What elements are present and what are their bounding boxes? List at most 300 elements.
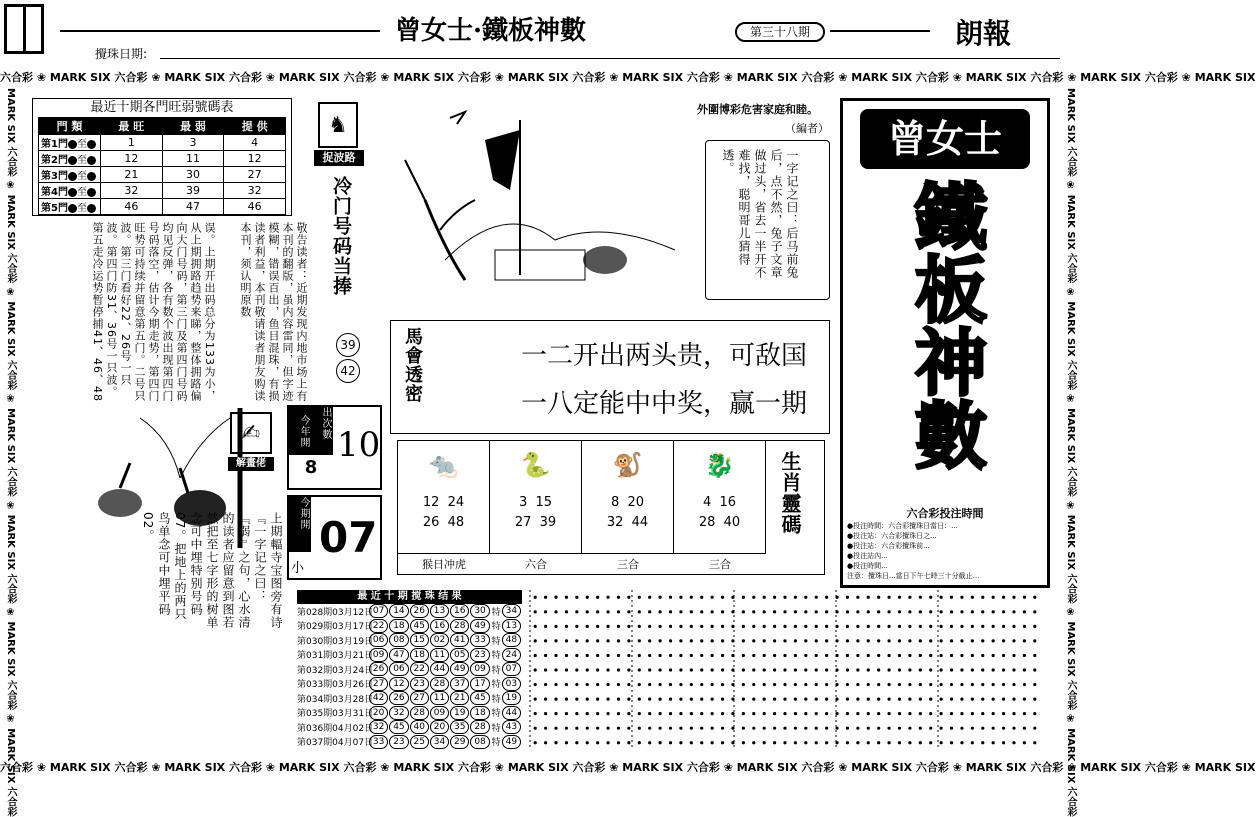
grid-dot: [929, 610, 932, 613]
row-label: 第3門: [41, 171, 68, 182]
grid-dot: [721, 610, 724, 613]
grid-dot: [929, 668, 932, 671]
grid-dot: [700, 654, 703, 657]
grid-dot: [992, 654, 995, 657]
grid-dot: [575, 727, 578, 730]
grid-dot: [960, 625, 963, 628]
header-rule-left: [60, 30, 380, 32]
grid-dot: [898, 697, 901, 700]
grid-dot: [554, 697, 557, 700]
ball: 18: [470, 706, 489, 720]
grid-dot: [1012, 683, 1015, 686]
table-row: [297, 691, 522, 706]
grid-dot: [960, 610, 963, 613]
row-label: 第1門: [41, 139, 68, 150]
ball: 28: [410, 706, 429, 720]
grid-dot: [711, 639, 714, 642]
grid-dot: [867, 654, 870, 657]
grid-dot: [825, 610, 828, 613]
grid-dot: [804, 610, 807, 613]
grid-dot: [752, 727, 755, 730]
grid-dot: [1012, 712, 1015, 715]
grid-dot: [981, 639, 984, 642]
grid-dot: [919, 727, 922, 730]
grid-dot: [679, 639, 682, 642]
grid-dot: [554, 654, 557, 657]
draw-label: 第032期03月24日: [297, 665, 374, 676]
grid-dot: [846, 625, 849, 628]
grid-dot: [554, 639, 557, 642]
special-ball: 49: [502, 735, 521, 749]
special-label: 特: [491, 607, 501, 618]
grid-dot: [1002, 697, 1005, 700]
catch-road-icon: ♞: [318, 102, 358, 148]
zodiac-cell: 🐉 4 16 28 40: [674, 441, 766, 553]
grid-dot: [1002, 668, 1005, 671]
grid-dot: [1023, 741, 1026, 744]
grid-dot: [887, 741, 890, 744]
grid-dot: [919, 639, 922, 642]
grid-dot: [950, 610, 953, 613]
side-big-chars: 鐵板神數: [903, 179, 988, 471]
ball: 08: [470, 735, 489, 749]
grid-dot: [617, 610, 620, 613]
grid-dot: [575, 596, 578, 599]
grid-dot: [1033, 654, 1036, 657]
grid-dot: [638, 596, 641, 599]
grid-dot: [877, 639, 880, 642]
recent-title: 最 近 十 期 搅 珠 结 果: [297, 590, 522, 604]
grid-dot: [992, 668, 995, 671]
grid-dot: [794, 727, 797, 730]
grid-dot: [1023, 683, 1026, 686]
grid-dot: [659, 712, 662, 715]
grid-dot: [908, 727, 911, 730]
ball: 42: [369, 691, 388, 705]
grid-dot: [638, 654, 641, 657]
grid-dot: [835, 712, 838, 715]
grid-dot: [877, 610, 880, 613]
special-label: 特: [491, 665, 501, 676]
grid-dot: [711, 668, 714, 671]
grid-dot: [721, 697, 724, 700]
grid-dot: [815, 654, 818, 657]
grid-dot: [950, 668, 953, 671]
grid-dot: [627, 654, 630, 657]
grid-dot: [887, 668, 890, 671]
grid-dot: [783, 625, 786, 628]
draw-label: 第028期03月12日: [297, 607, 374, 618]
grid-dot: [992, 741, 995, 744]
grid-dot: [544, 727, 547, 730]
ball: 35: [450, 720, 469, 734]
ball: 23: [410, 677, 429, 691]
grid-dot: [763, 654, 766, 657]
grid-dot: [1012, 741, 1015, 744]
grid-dot: [867, 741, 870, 744]
grid-dot: [804, 639, 807, 642]
grid-dot: [929, 654, 932, 657]
grid-dot: [606, 683, 609, 686]
grid-dot: [648, 697, 651, 700]
grid-dot: [908, 712, 911, 715]
dragon-icon: 🐉: [704, 451, 735, 479]
grid-dot: [763, 639, 766, 642]
kite-illustration: [385, 100, 687, 315]
grid-dot: [877, 683, 880, 686]
ball: 21: [450, 691, 469, 705]
grid-dot: [763, 697, 766, 700]
grid-dot: [1002, 610, 1005, 613]
grid-dot: [950, 697, 953, 700]
grid-dot: [742, 683, 745, 686]
grid-dot: [960, 683, 963, 686]
special-ball: 43: [502, 720, 521, 734]
period-bottom: [287, 495, 382, 580]
special-ball: 03: [502, 677, 521, 691]
special-ball: 13: [502, 619, 521, 633]
grid-dot: [981, 610, 984, 613]
period-bottom-big: 07: [319, 513, 378, 562]
grid-dot: [940, 741, 943, 744]
grid-dot: [690, 654, 693, 657]
grid-dot: [773, 596, 776, 599]
draw-label: 第036期04月02日: [297, 723, 374, 734]
special-label: 特: [491, 651, 501, 662]
grid-dot: [1002, 712, 1005, 715]
special-label: 特: [491, 709, 501, 720]
grid-dot: [627, 625, 630, 628]
grid-dot: [638, 625, 641, 628]
grid-dot: [700, 697, 703, 700]
grid-dot: [690, 668, 693, 671]
grid-dot: [825, 741, 828, 744]
grid-dot: [617, 697, 620, 700]
stats-table: [38, 117, 286, 215]
grid-dot: [898, 741, 901, 744]
grid-dot: [783, 727, 786, 730]
ball: 07: [369, 604, 388, 618]
grid-dot: [742, 654, 745, 657]
grid-dot: [596, 610, 599, 613]
grid-dot: [804, 697, 807, 700]
grid-dot: [804, 727, 807, 730]
side-title: 曾女士: [860, 109, 1030, 169]
grid-dot: [648, 639, 651, 642]
grid-dot: [752, 683, 755, 686]
grid-dot: [690, 712, 693, 715]
ball: 27: [369, 677, 388, 691]
grid-dot: [1002, 596, 1005, 599]
grid-dot: [835, 727, 838, 730]
ball: 20: [369, 706, 388, 720]
grid-dot: [940, 727, 943, 730]
issue-badge: 第三十八期: [735, 22, 825, 42]
grid-dot: [971, 697, 974, 700]
grid-dot: [679, 610, 682, 613]
grid-dot: [752, 741, 755, 744]
grid-dot: [1002, 625, 1005, 628]
grid-dot: [867, 683, 870, 686]
grid-dot: [1012, 654, 1015, 657]
grid-dot: [887, 727, 890, 730]
grid-dot: [534, 741, 537, 744]
grid-dot: [856, 625, 859, 628]
grid-dot: [763, 712, 766, 715]
grid-dot: [877, 654, 880, 657]
grid-dot: [565, 610, 568, 613]
special-ball: 44: [502, 706, 521, 720]
grid-dot: [815, 610, 818, 613]
grid-dot: [679, 741, 682, 744]
grid-dot: [971, 625, 974, 628]
bet-title: 六合彩投注時間: [906, 507, 984, 520]
grid-dot: [742, 625, 745, 628]
special-label: 特: [491, 723, 501, 734]
grid-dot: [1033, 727, 1036, 730]
grid-dot: [971, 668, 974, 671]
grid-dot: [846, 610, 849, 613]
ball: 45: [410, 619, 429, 633]
grid-dot: [1023, 654, 1026, 657]
grid-dot: [804, 654, 807, 657]
grid-dot: [856, 596, 859, 599]
special-label: 特: [491, 622, 501, 633]
grid-dot: [565, 727, 568, 730]
grid-dot: [846, 683, 849, 686]
grid-dot: [752, 668, 755, 671]
ball: 11: [430, 691, 449, 705]
grid-dot: [596, 596, 599, 599]
grid-dot: [606, 668, 609, 671]
grid-dot: [856, 683, 859, 686]
bet-line: 注意：攪珠日...當日下午七時三十分截止...: [847, 572, 980, 580]
grid-dot: [804, 712, 807, 715]
grid-dot: [908, 639, 911, 642]
ball: 45: [470, 691, 489, 705]
grid-dot: [940, 625, 943, 628]
grid-dot: [763, 727, 766, 730]
grid-dot: [742, 741, 745, 744]
grid-dot: [721, 625, 724, 628]
grid-dot: [648, 727, 651, 730]
grid-dot: [971, 610, 974, 613]
col-header-max: 最 旺: [101, 118, 163, 135]
grid-dot: [627, 697, 630, 700]
col-header-type: 門 類: [39, 118, 101, 135]
grid-dot: [638, 668, 641, 671]
grid-dot: [877, 625, 880, 628]
grid-dot: [617, 741, 620, 744]
grid-dot: [554, 741, 557, 744]
grid-dot: [1012, 639, 1015, 642]
ball: 30: [470, 604, 489, 618]
grid-dot: [679, 596, 682, 599]
grid-dot: [752, 697, 755, 700]
grid-dot: [586, 741, 589, 744]
grid-dot: [721, 727, 724, 730]
grid-dot: [627, 712, 630, 715]
grid-dot: [669, 727, 672, 730]
row-label: 第2門: [41, 155, 68, 166]
grid-dot: [867, 596, 870, 599]
grid-dot: [669, 639, 672, 642]
grid-dot: [575, 741, 578, 744]
grid-dot: [575, 712, 578, 715]
horse-reveal: [390, 320, 830, 434]
draw-label: 第029期03月17日: [297, 622, 374, 633]
grid-dot: [825, 683, 828, 686]
grid-dot: [1023, 596, 1026, 599]
grid-dot: [679, 654, 682, 657]
grid-dot: [565, 625, 568, 628]
grid-dot: [554, 712, 557, 715]
grid-dot: [534, 596, 537, 599]
grid-dot: [815, 625, 818, 628]
grid-dot: [908, 683, 911, 686]
grid-dot: [950, 741, 953, 744]
grid-dot: [544, 712, 547, 715]
draw-date-rule: [160, 58, 1060, 59]
grid-dot: [940, 712, 943, 715]
grid-dot: [606, 625, 609, 628]
grid-dot: [638, 741, 641, 744]
grid-dot: [544, 741, 547, 744]
snake-icon: 🐍: [520, 451, 551, 479]
grid-dot: [617, 668, 620, 671]
ball: 08: [389, 633, 408, 647]
ball: 41: [450, 633, 469, 647]
table-row: [297, 706, 522, 721]
grid-dot: [565, 654, 568, 657]
grid-dot: [908, 697, 911, 700]
grid-dot: [575, 639, 578, 642]
grid-dot: [690, 596, 693, 599]
grid-dot: [773, 668, 776, 671]
grid-dot: [742, 639, 745, 642]
grid-dot: [783, 668, 786, 671]
grid-dot: [627, 596, 630, 599]
grid-dot: [721, 639, 724, 642]
grid-dot: [721, 712, 724, 715]
grid-dot: [627, 683, 630, 686]
grid-dot: [887, 654, 890, 657]
special-label: 特: [491, 680, 501, 691]
grid-dot: [586, 697, 589, 700]
grid-dot: [898, 683, 901, 686]
grid-dot: [606, 727, 609, 730]
grid-dot: [971, 596, 974, 599]
special-ball: 07: [502, 662, 521, 676]
ball: 16: [450, 604, 469, 618]
grid-dot: [794, 683, 797, 686]
ball: 11: [430, 648, 449, 662]
grid-dot: [794, 639, 797, 642]
grid-dot: [877, 712, 880, 715]
recent-results: [297, 590, 522, 755]
grid-dot: [565, 712, 568, 715]
grid-dot: [1033, 683, 1036, 686]
grid-dot: [950, 712, 953, 715]
grid-dot: [887, 625, 890, 628]
grid-dot: [721, 683, 724, 686]
draw-label: 第037期04月07日: [297, 738, 374, 749]
grid-dot: [815, 639, 818, 642]
grid-dot: [898, 668, 901, 671]
grid-dot: [783, 654, 786, 657]
interp-label: 解畫佬: [228, 457, 274, 471]
grid-dot: [565, 668, 568, 671]
grid-dot: [940, 683, 943, 686]
grid-dot: [721, 741, 724, 744]
grid-dot: [992, 639, 995, 642]
grid-dot: [534, 654, 537, 657]
col-header-give: 提 供: [224, 118, 286, 135]
grid-dot: [544, 654, 547, 657]
grid-dot: [1033, 639, 1036, 642]
grid-dot: [617, 683, 620, 686]
grid-dot: [867, 639, 870, 642]
grid-dot: [648, 654, 651, 657]
prediction-line-2: 一八定能中中奖，赢一期: [521, 389, 808, 419]
grid-dot: [867, 697, 870, 700]
grid-dot: [971, 654, 974, 657]
grid-dot: [960, 712, 963, 715]
grid-dot: [586, 639, 589, 642]
grid-dot: [679, 697, 682, 700]
grid-dot: [919, 668, 922, 671]
draw-label: 第031期03月21日: [297, 651, 374, 662]
period-top-side: 今年開: [289, 407, 311, 455]
grid-dot: [929, 741, 932, 744]
grid-dot: [596, 639, 599, 642]
period-top-label: 出次數: [311, 407, 333, 455]
grid-dot: [856, 697, 859, 700]
grid-dot: [773, 741, 776, 744]
grid-dot: [940, 610, 943, 613]
notice-text: 敬告读者：近期发现内地市场上有本刊的翻版，虽内容雷同，但字迹模糊，错误百出，鱼目混珠，有损读者利益，本刊敬请读者朋友购读本刊，须认明原数: [239, 222, 308, 402]
grid-dot: [825, 654, 828, 657]
grid-dot: [908, 625, 911, 628]
grid-dot: [679, 727, 682, 730]
grid-dot: [586, 654, 589, 657]
zodiac-title: 生肖靈碼: [778, 451, 802, 535]
grid-dot: [763, 610, 766, 613]
analysis-text: 误。上期开出码总分为133为小，从上期拥路趋势来睇，整体拥路偏向大门号码，第三门及第四门号码均见反弹，各有数个波出现第四门号码落空，估计今期走势，第四门旺势可持续并留意第五门。二号只波。第三门看好22、26号一只波。第四门防31、36号一只波。第五走冷运势暂停捕41、46、48: [91, 222, 216, 402]
grid-dot: [544, 596, 547, 599]
table-row: [297, 735, 522, 750]
book-icon: [4, 4, 44, 54]
grid-dot: [586, 610, 589, 613]
grid-dot: [960, 727, 963, 730]
grid-dot: [669, 712, 672, 715]
grid-dot: [596, 712, 599, 715]
grid-dot: [877, 596, 880, 599]
grid-dot: [794, 741, 797, 744]
grid-dot: [575, 668, 578, 671]
grid-dot: [981, 727, 984, 730]
grid-dot: [898, 639, 901, 642]
grid-dot: [919, 654, 922, 657]
grid-dot: [856, 727, 859, 730]
grid-dot: [825, 727, 828, 730]
grid-dot: [825, 668, 828, 671]
catch-road-heading: 冷门号码当捧: [330, 176, 352, 296]
grid-dot: [794, 697, 797, 700]
grid-dot: [773, 654, 776, 657]
grid-dot: [752, 654, 755, 657]
grid-dot: [627, 727, 630, 730]
